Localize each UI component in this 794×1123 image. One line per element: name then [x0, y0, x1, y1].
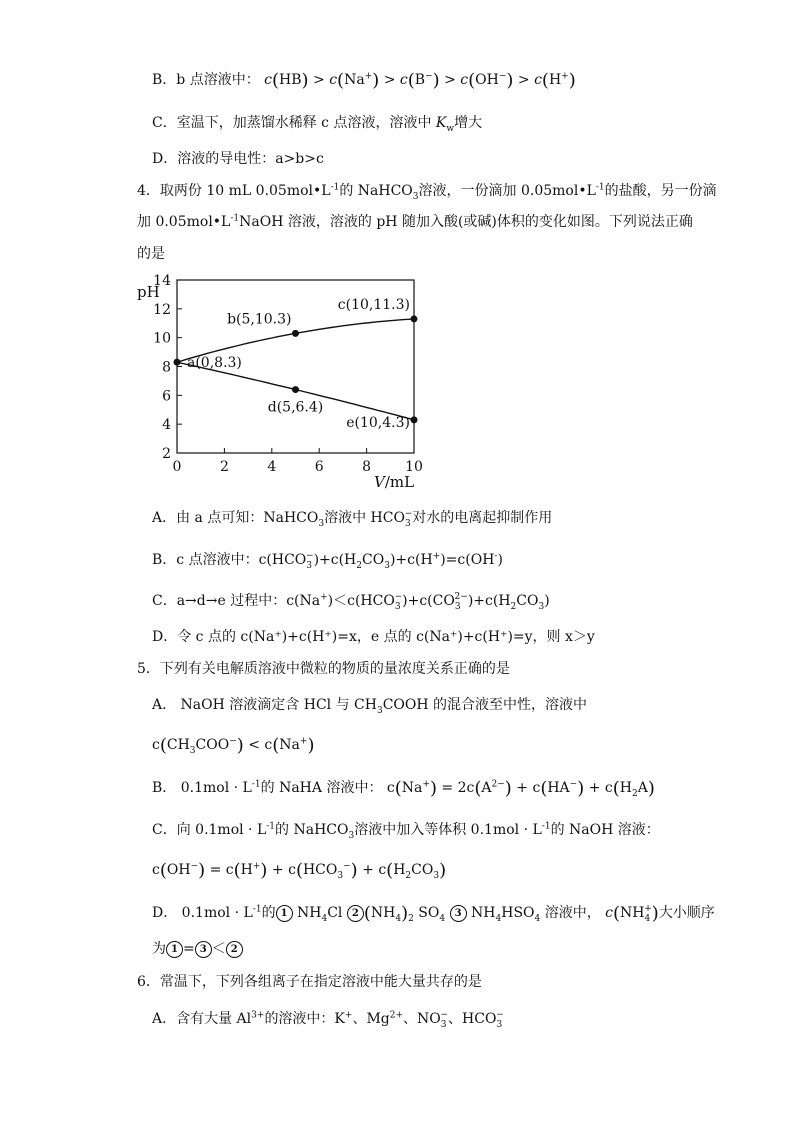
q5-option-c-b: 的 NaHCO — [275, 822, 349, 838]
q3-option-b-prefix: B．b 点溶液中： — [152, 72, 260, 88]
y-tick-label: 2 — [162, 446, 171, 462]
q4-option-b-b: )+c(H — [313, 552, 357, 568]
data-point — [411, 315, 418, 322]
q5-option-d: D． $0.1mol \cdot L^{-1}$的 1 $NH_4Cl$ 2 $(NH_4)_2$ $SO_4$ 3 $NH_4HSO_4$ 溶液中， $c(NH_4^+)$大小顺序 — [152, 903, 715, 924]
q6-option-a: A．含有大量 $Al^{3+}$的溶液中：K+、$Mg^{2+}$、$NO_3^-$、$HCO_3^-$ — [152, 1010, 504, 1030]
q4-stem-l1-a: 4．取两份 10 mL 0.05mol•L — [137, 183, 331, 199]
x-tick-label: 10 — [405, 459, 423, 475]
y-tick-label: 14 — [153, 273, 171, 289]
q5-option-b-a: B． 0.1mol · L — [152, 780, 252, 796]
q6-option-a-d: 、NO — [403, 1011, 441, 1027]
data-point-label: e(10,4.3) — [346, 414, 410, 431]
q4-stem-line2: 加 $0.05mol•L^{-1}NaOH$ 溶液，溶液的 pH 随加入酸(或碱)体积的变化如图。下列说法正确 — [137, 213, 693, 230]
y-tick-label: 6 — [162, 388, 171, 405]
q6-option-a-c: 、Mg — [352, 1011, 390, 1027]
q5-option-b: B． $0.1mol \cdot L^{-1}$的 NaHA 溶液中： $c(Na^+) = 2c(A^{2-}) + c(HA^-) + c(H_2A)$ — [152, 778, 655, 799]
q5-option-b-b: 的 NaHA 溶液中： — [260, 780, 383, 796]
q4-stem-l1-b: 的 NaHCO — [339, 183, 413, 199]
q6-option-a-a: A．含有大量 Al — [152, 1011, 252, 1027]
q4-option-b-a: B．c 点溶液中：c(HCO — [152, 552, 307, 568]
q5-option-a-l1: A． NaOH 溶液滴定含 HCl 与 CH — [152, 697, 377, 713]
q5-option-d-l2c: ＜ — [211, 941, 226, 957]
x-tick-label: 8 — [362, 459, 372, 475]
q4-option-c-c: )+c(CO — [402, 593, 455, 609]
y-tick-label: 12 — [153, 301, 171, 318]
y-tick-label: 4 — [162, 417, 171, 434]
q5-option-a-l1b: COOH 的混合液至中性，溶液中 — [382, 697, 588, 713]
q4-stem-line3: 的是 — [137, 246, 165, 262]
q5-option-d-l2a: 为 — [152, 941, 166, 957]
q5-option-d-c: 溶液中， — [544, 905, 601, 921]
q5-option-d-b: 的 — [261, 905, 276, 921]
q4-stem-l2-b: NaOH 溶液，溶液的 pH 随加入酸(或碱)体积的变化如图。下列说法正确 — [239, 214, 693, 230]
q4-option-b-f: ) — [497, 552, 503, 568]
y-axis-label: pH — [137, 283, 160, 301]
circled-number-2b: 2 — [226, 941, 243, 958]
q4-option-a: A．由 a 点可知：NaHCO$_3$溶液中 $HCO_3^-$对水的电离起抑制作用 — [152, 509, 553, 529]
x-tick-label: 6 — [314, 459, 324, 475]
q5-option-a-line1: A． NaOH 溶液滴定含 HCl 与 $CH_3COOH$ 的混合液至中性，溶液中 — [152, 697, 588, 716]
data-point-label: c(10,11.3) — [337, 296, 410, 313]
q5-option-d-l2b: = — [183, 941, 195, 957]
q5-option-c: C．向 $0.1mol \cdot L^{-1}$的 NaHCO$_3$溶液中加入等体积 $0.1mol \cdot L^{-1}$的 NaOH 溶液： — [152, 821, 660, 841]
q6-option-a-e: 、HCO — [448, 1011, 497, 1027]
data-point — [411, 416, 418, 423]
q4-option-a-c: 对水的电离起抑制作用 — [412, 510, 553, 526]
q4-option-a-b: 溶液中 HCO — [324, 510, 405, 526]
q5-stem: 5．下列有关电解质溶液中微粒的物质的量浓度关系正确的是 — [137, 661, 510, 677]
q4-option-a-a: A．由 a 点可知：NaHCO — [152, 510, 319, 526]
data-point — [174, 359, 181, 366]
q3-option-d: D．溶液的导电性：a>b>c — [152, 151, 324, 167]
circled-number-3b: 3 — [195, 941, 212, 958]
q4-option-d: D．令 c 点的 c(Na⁺)+c(H⁺)=x，e 点的 c(Na⁺)+c(H⁺)=y，则 x＞y — [152, 629, 595, 645]
y-tick-label: 10 — [153, 330, 171, 347]
q6-option-a-b: 的溶液中：K — [264, 1011, 345, 1027]
data-point-label: a(0,8.3) — [187, 355, 242, 372]
data-point-label: b(5,10.3) — [227, 311, 292, 328]
q3-option-c-end: 增大 — [454, 115, 483, 131]
q4-stem-l2-a: 加 0.05mol•L — [137, 214, 231, 230]
q3-option-c — [152, 113, 482, 133]
q5-option-a-formula: $c(CH_3COO^-) < c(Na^+)$ — [152, 735, 315, 756]
circled-number-3: 3 — [450, 905, 467, 922]
q4-option-b: B．c 点溶液中：$c(HCO_3^-)+c(H_2CO_3)+c(H^+)=c(OH^-)$ — [152, 551, 503, 571]
x-axis-label: V/mL — [374, 473, 415, 491]
q4-option-b-e: )=c(OH — [440, 552, 495, 568]
q3-option-b — [152, 70, 576, 91]
q3-option-c-kw-sub: w — [446, 123, 455, 134]
data-point — [292, 330, 299, 337]
q4-stem-l1-d: 的盐酸，另一份滴 — [604, 183, 717, 199]
q5-option-d-d: 大小顺序 — [658, 905, 715, 921]
x-tick-label: 4 — [267, 459, 277, 475]
x-tick-label: 2 — [219, 459, 229, 475]
circled-number-1: 1 — [276, 905, 293, 922]
data-point — [292, 386, 299, 393]
x-tick-label: 0 — [172, 459, 182, 475]
q4-option-b-c: CO — [362, 552, 385, 568]
q4-option-c: C．a→d→e 过程中：$c(Na^+)<c(HCO_3^-)+c(CO_3^{2-})+c(H_2CO_3)$ — [152, 592, 550, 612]
q5-option-d-line2 — [152, 939, 243, 959]
q5-option-c-d: 的 NaOH 溶液： — [550, 822, 660, 838]
q5-option-c-formula: $c(OH^-) = c(H^+) + c(HCO_3^-) + c(H_2CO_3)$ — [152, 860, 447, 881]
q3-option-c-text: C．室温下，加蒸馏水稀释 c 点溶液，溶液中 — [152, 115, 432, 131]
q6-stem: 6．常温下，下列各组离子在指定溶液中能大量共存的是 — [137, 974, 482, 990]
q4-option-b-d: )+c(H — [389, 552, 433, 568]
q5-option-c-a: C．向 0.1mol · L — [152, 822, 267, 838]
q4-option-c-b: )＜c(HCO — [327, 593, 395, 609]
q4-option-c-f: ) — [544, 593, 550, 609]
data-point-label: d(5,6.4) — [267, 399, 324, 416]
y-tick-label: 8 — [162, 359, 171, 376]
q4-option-c-e: CO — [516, 593, 539, 609]
q5-option-d-a: D． 0.1mol · L — [152, 905, 253, 921]
q4-option-c-d: )+c(H — [467, 593, 511, 609]
q4-option-c-a: C．a→d→e 过程中：c(Na — [152, 593, 321, 609]
circled-number-1b: 1 — [166, 941, 183, 958]
circled-number-2: 2 — [347, 905, 364, 922]
q3-option-c-kw: K — [435, 115, 447, 131]
ph-chart — [130, 270, 450, 500]
q3-option-b-formula: c(HB) > c(Na+) > c(B−) > c(OH−) > c(H+) — [264, 70, 576, 91]
q4-stem-l1-c: 溶液，一份滴加 0.05mol•L — [418, 183, 596, 199]
q5-option-c-c: 溶液中加入等体积 0.1mol · L — [354, 822, 542, 838]
q4-stem-line1: 4．取两份 10 mL $0.05mol•L^{-1}$的 NaHCO$_3$溶液，一份滴加 $0.05mol•L^{-1}$的盐酸，另一份滴 — [137, 182, 717, 202]
